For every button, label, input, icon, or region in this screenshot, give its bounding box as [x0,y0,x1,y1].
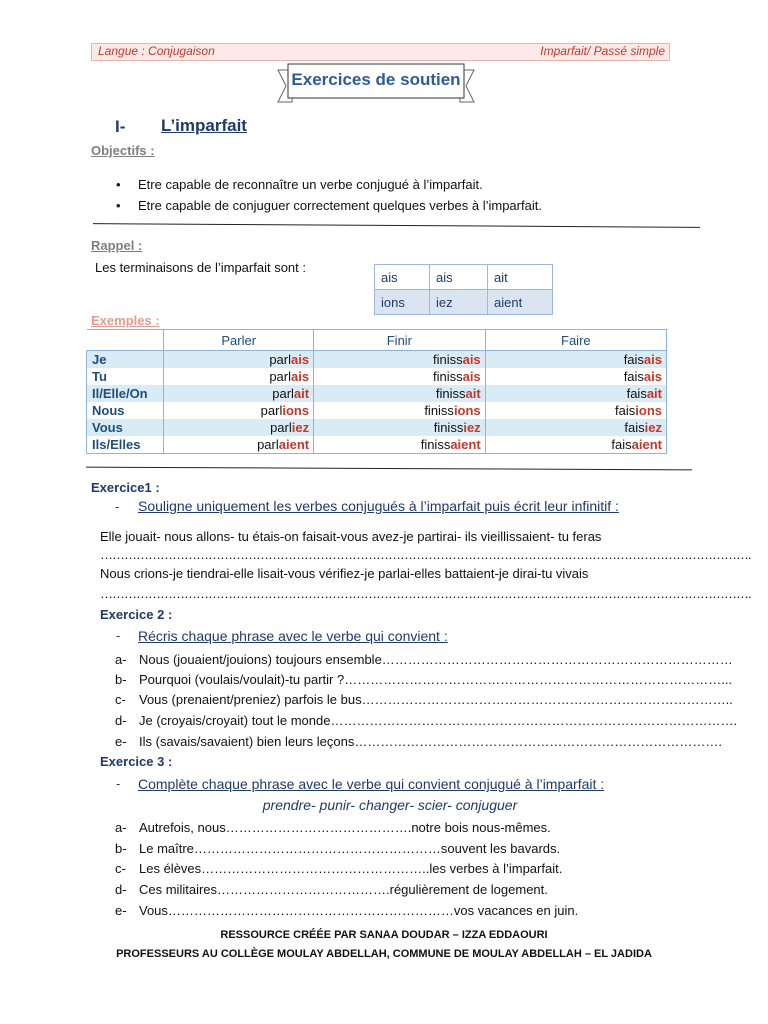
table-row [87,385,667,402]
exercise3-item: a- Autrefois, nous…………………………………….notre bois nous-mêmes. [115,820,551,835]
pronoun-cell: Tu [87,368,164,385]
verb-cell: finissiez [314,419,486,436]
exemples-label: Exemples : [91,313,160,328]
header-subject: Langue : Conjugaison [98,44,215,58]
header-cell: Parler [164,330,314,351]
verb-cell: finissions [314,402,486,419]
exercise1-line: Elle jouait- nous allons- tu étais-on faisait-vous avez-je partirai- ils vieillissaient- tu feras [100,529,602,544]
ending-cell: ions [375,290,430,315]
dash: - [116,628,121,643]
exercise2-title: Exercice 2 : [100,607,173,622]
verb-cell: finissaient [314,436,486,454]
table-row [87,419,667,436]
header-cell: Finir [314,330,486,351]
verb-cell: parlais [164,368,314,385]
exercise2-instruction: Récris chaque phrase avec le verbe qui convient : [138,628,448,644]
pronoun-cell: Ils/Elles [87,436,164,454]
verb-cell: faisais [485,368,666,385]
exercise2-item: d- Je (croyais/croyait) tout le monde…………………………………………………………………………………. [115,713,738,728]
exercise2-item: a- Nous (jouaient/jouions) toujours ensemble……………………………………………………………………… [115,652,733,667]
header-bar [91,43,670,61]
ending-cell: ais [430,265,488,290]
ending-cell: ait [488,265,553,290]
title-banner [276,62,476,106]
header-cell [87,330,164,351]
header-cell: Faire [485,330,666,351]
exercise3-item: c- Les élèves……………………………………………..les verbes à l’imparfait. [115,861,563,876]
verb-cell: faisaient [485,436,666,454]
conjugation-table [86,329,667,454]
pronoun-cell: Vous [87,419,164,436]
verb-cell: faisais [485,351,666,369]
verb-cell: faisait [485,385,666,402]
rappel-label: Rappel : [91,238,143,253]
dash: - [115,499,120,514]
ending-cell: iez [430,290,488,315]
word-bank: prendre- punir- changer- scier- conjuguer [262,797,518,813]
divider [86,467,692,471]
verb-cell: faisiez [485,419,666,436]
section-title: L’imparfait [161,116,247,135]
exercise2-item: b- Pourquoi (voulais/voulait)-tu partir ?……………………………………………………………………………... [115,672,733,687]
verb-cell: finissais [314,368,486,385]
exercise1-instruction: Souligne uniquement les verbes conjugués à l’imparfait puis écrit leur infinitif : [138,498,619,514]
header-topic: Imparfait/ Passé simple [540,44,665,58]
objectif-item: • Etre capable de reconnaître un verbe conjugué à l’imparfait. [138,177,483,192]
exercise1-line: Nous crions-je tiendrai-elle lisait-vous vérifiez-je parlai-elles battaient-je dirai-tu vivais [100,566,589,581]
table-row [87,402,667,419]
verb-cell: parlaient [164,436,314,454]
pronoun-cell: Nous [87,402,164,419]
footer-school: PROFESSEURS AU COLLÈGE MOULAY ABDELLAH, COMMUNE DE MOULAY ABDELLAH – EL JADIDA [116,948,652,960]
verb-cell: parlions [164,402,314,419]
ending-cell: ais [375,265,430,290]
divider [93,223,700,228]
ending-cell: aient [488,290,553,315]
exercise3-title: Exercice 3 : [100,754,173,769]
table-row [87,436,667,454]
objectifs-label: Objectifs : [91,143,155,158]
answer-dots: ………………………………………………………………………………………………………………………………………………. [100,547,751,562]
page-title: Exercices de soutien [291,70,461,89]
verb-cell: finissais [314,351,486,369]
pronoun-cell: Je [87,351,164,369]
exercise2-item: e- Ils (savais/savaient) bien leurs leçons…………………………………………………………………………. [115,734,722,749]
verb-cell: parliez [164,419,314,436]
endings-table [374,264,553,315]
exercise2-item: c- Vous (prenaient/preniez) parfois le bus………………………………………………………………………….. [115,692,733,707]
table-row [87,351,667,369]
verb-cell: finissait [314,385,486,402]
exercise3-item: b- Le maître…………………………………………………souvent les bavards. [115,841,561,856]
dash: - [116,776,121,791]
table-row [87,368,667,385]
pronoun-cell: Il/Elle/On [87,385,164,402]
exercise3-instruction: Complète chaque phrase avec le verbe qui convient conjugué à l’imparfait : [138,776,605,792]
section-number: I- [115,117,126,136]
footer-credit: RESSOURCE CRÉÉE PAR SANAA DOUDAR – IZZA EDDAOURI [220,929,548,941]
rappel-text: Les terminaisons de l’imparfait sont : [95,260,306,275]
objectif-item: • Etre capable de conjuguer correctement quelques verbes à l’imparfait. [138,198,542,213]
verb-cell: parlais [164,351,314,369]
exercise3-item: e- Vous…………………………………………………………vos vacances en juin. [115,903,579,918]
answer-dots: ………………………………………………………………………………………………………………………………………………. [100,586,751,601]
exercise1-title: Exercice1 : [91,480,160,495]
verb-cell: parlait [164,385,314,402]
exercise3-item: d- Ces militaires………………………………….régulièrement de logement. [115,882,548,897]
verb-cell: faisions [485,402,666,419]
